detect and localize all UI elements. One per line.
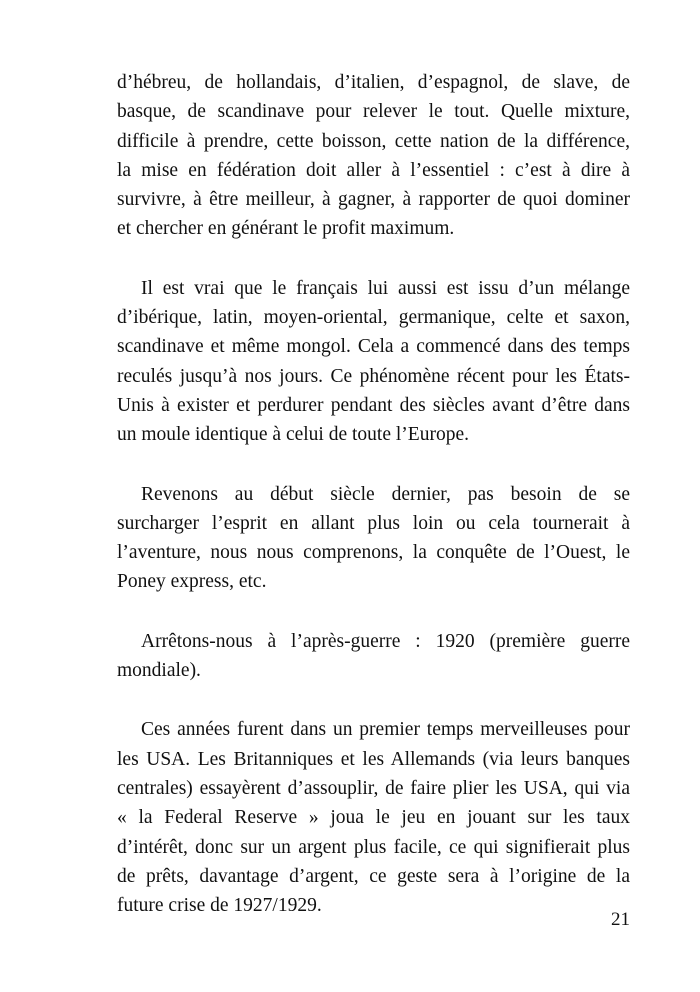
text-line: Arrêtons-nous à l’après-guerre : 1920 (première guerre bbox=[141, 630, 630, 652]
text-line: l’aventure, nous nous comprenons, la conquête de l’Ouest, le bbox=[117, 542, 630, 564]
text-line: scandinave et même mongol. Cela a commencé dans des temps bbox=[117, 336, 630, 358]
page-number: 21 bbox=[611, 909, 630, 930]
text-line: Il est vrai que le français lui aussi est issu d’un mélange bbox=[141, 277, 630, 299]
text-line: basque, de scandinave pour relever le tout. Quelle mixture, bbox=[117, 101, 630, 123]
text-line: de prêts, davantage d’argent, ce geste sera à l’origine de la bbox=[117, 865, 630, 887]
text-line: centrales) essayèrent d’assouplir, de faire plier les USA, qui via bbox=[117, 777, 630, 799]
text-line: Poney express, etc. bbox=[117, 571, 267, 593]
text-line: un moule identique à celui de toute l’Europe. bbox=[117, 424, 469, 446]
text-line: Unis à exister et perdurer pendant des siècles avant d’être dans bbox=[117, 394, 630, 416]
text-line: reculés jusqu’à nos jours. Ce phénomène récent pour les États- bbox=[117, 365, 630, 387]
text-line: surcharger l’esprit en allant plus loin ou cela tournerait à bbox=[117, 512, 630, 534]
text-line: difficile à prendre, cette boisson, cette nation de la différence, bbox=[117, 130, 630, 152]
text-line: « la Federal Reserve » joua le jeu en jouant sur les taux bbox=[117, 807, 630, 829]
paragraph-1 bbox=[117, 68, 630, 244]
text-line: la mise en fédération doit aller à l’essentiel : c’est à dire à bbox=[117, 159, 630, 181]
text-line: d’intérêt, donc sur un argent plus facile, ce qui signifierait plus bbox=[117, 836, 630, 858]
text-line: Revenons au début siècle dernier, pas besoin de se bbox=[141, 483, 630, 505]
text-line: d’ibérique, latin, moyen-oriental, germanique, celte et saxon, bbox=[117, 307, 630, 329]
text-line: survivre, à être meilleur, à gagner, à rapporter de quoi dominer bbox=[117, 189, 630, 211]
paragraph-5 bbox=[117, 715, 630, 920]
text-line: et chercher en générant le profit maximum. bbox=[117, 218, 455, 240]
paragraph-2 bbox=[117, 274, 630, 450]
text-line: d’hébreu, de hollandais, d’italien, d’espagnol, de slave, de bbox=[117, 72, 630, 93]
paragraph-4 bbox=[117, 627, 630, 686]
paragraph-3 bbox=[117, 480, 630, 597]
text-line: mondiale). bbox=[117, 660, 201, 682]
page-body bbox=[117, 68, 630, 950]
text-line: Ces années furent dans un premier temps merveilleuses pour bbox=[141, 719, 630, 741]
text-line: les USA. Les Britanniques et les Allemands (via leurs banques bbox=[117, 748, 630, 770]
text-line: future crise de 1927/1929. bbox=[117, 895, 322, 917]
